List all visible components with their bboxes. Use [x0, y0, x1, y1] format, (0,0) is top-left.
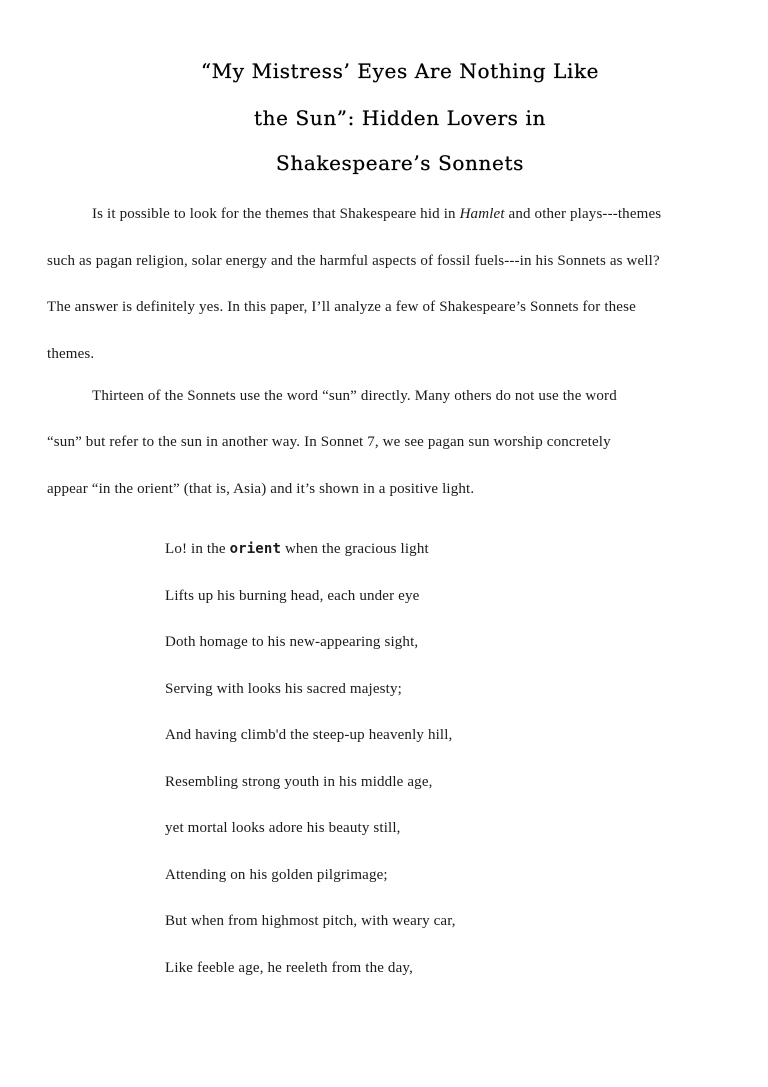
- title-line-1: “My Mistress’ Eyes Are Nothing Like: [200, 59, 600, 83]
- paragraph-1-line-2: such as pagan religion, solar energy and the harmful aspects of fossil fuels---in his Sonnets as well?: [47, 253, 660, 269]
- orient-bold: orient: [229, 541, 282, 557]
- verse-line-6: Resembling strong youth in his middle age,: [165, 774, 433, 790]
- verse-line-7: yet mortal looks adore his beauty still,: [165, 820, 401, 836]
- verse-line-2: Lifts up his burning head, each under eye: [165, 588, 420, 604]
- verse-line-3: Doth homage to his new-appearing sight,: [165, 634, 419, 650]
- verse-1-text: Lo! in the: [165, 541, 230, 557]
- paragraph-1-text: Is it possible to look for the themes that Shakespeare hid in: [92, 206, 460, 222]
- verse-line-10: Like feeble age, he reeleth from the day,: [165, 960, 413, 976]
- verse-line-5: And having climb'd the steep-up heavenly hill,: [165, 727, 453, 743]
- paragraph-2-line-2: “sun” but refer to the sun in another way. In Sonnet 7, we see pagan sun worship concretely: [47, 434, 611, 450]
- verse-1-text-cont: when the gracious light: [281, 541, 429, 557]
- paragraph-2-line-1: Thirteen of the Sonnets use the word “sun” directly. Many others do not use the word: [92, 388, 617, 404]
- paragraph-1-line-3: The answer is definitely yes. In this paper, I’ll analyze a few of Shakespeare’s Sonnets for these: [47, 299, 636, 315]
- title-line-3: Shakespeare’s Sonnets: [276, 151, 524, 175]
- verse-line-9: But when from highmost pitch, with weary car,: [165, 913, 456, 929]
- hamlet-italic: Hamlet: [459, 206, 505, 222]
- verse-line-4: Serving with looks his sacred majesty;: [165, 681, 402, 697]
- verse-line-8: Attending on his golden pilgrimage;: [165, 867, 388, 883]
- title-line-2: the Sun”: Hidden Lovers in: [254, 106, 546, 130]
- verse-line-1: [165, 541, 429, 558]
- paragraph-1-text-cont: and other plays---themes: [504, 206, 662, 222]
- paragraph-1-line-1: [92, 206, 661, 223]
- paragraph-2-line-3: appear “in the orient” (that is, Asia) and it’s shown in a positive light.: [47, 481, 475, 497]
- paragraph-1-line-4: themes.: [47, 346, 95, 362]
